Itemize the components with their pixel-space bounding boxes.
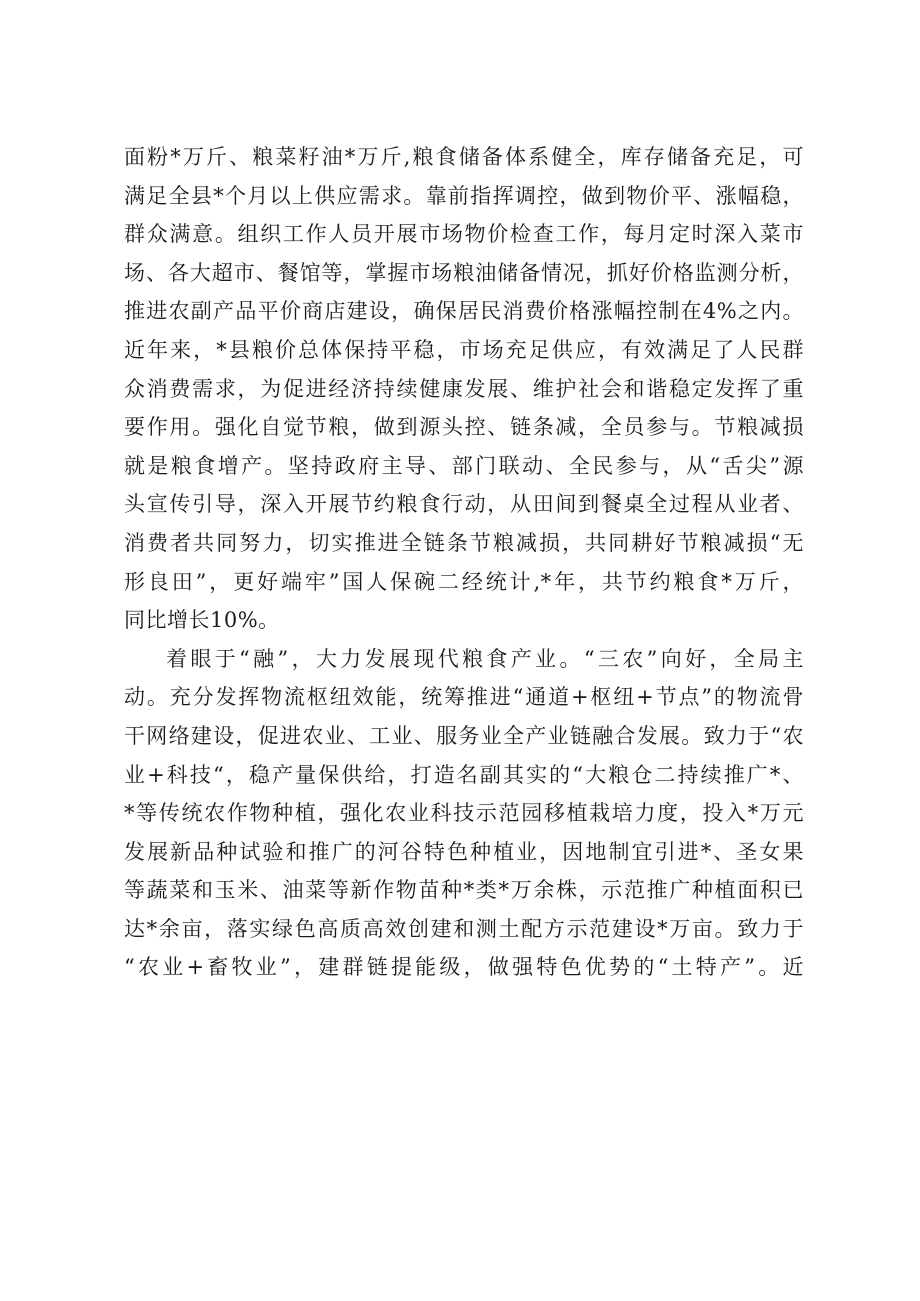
text-line: 业+科技“，稳产量保供给，打造名副其实的“大粮仓二持续推广*、 [124,762,804,787]
text-line: 要作用。强化自觉节粮，做到源头控、链条减，全员参与。节粮减损 [124,415,804,440]
text-line: 众消费需求，为促进经济持续健康发展、维护社会和谐稳定发挥了重 [124,376,804,401]
text-line: 形良田”，更好端牢”国人保碗二经统计,*年，共节约粮食*万斤， [124,569,804,594]
text-line: 面粉*万斤、粮菜籽油*万斤,粮食储备体系健全，库存储备充足，可 [124,145,804,169]
text-line-paragraph-start: 着眼于“融”，大力发展现代粮食产业。“三农”向好，全局主 [166,646,804,671]
text-line: *等传统农作物种植，强化农业科技示范园移植栽培力度，投入*万元 [124,801,804,826]
text-line: 动。充分发挥物流枢纽效能，统筹推进“通道+枢纽+节点”的物流骨 [124,685,804,710]
text-line: 推进农副产品平价商店建设，确保居民消费价格涨幅控制在4%之内。 [124,299,804,324]
text-line: 消费者共同努力，切实推进全链条节粮减损，共同耕好节粮减损“无 [124,530,804,555]
text-line: 干网络建设，促进农业、工业、服务业全产业链融合发展。致力于“农 [124,723,804,748]
text-line: 头宣传引导，深入开展节约粮食行动，从田间到餐桌全过程从业者、 [124,492,804,517]
text-line: 等蔬菜和玉米、油菜等新作物苗种*类*万余株，示范推广种植面积已 [124,878,804,903]
text-line: 发展新品种试验和推广的河谷特色种植业，因地制宜引进*、圣女果 [124,839,804,864]
text-line: 满足全县*个月以上供应需求。靠前指挥调控，做到物价平、涨幅稳， [124,183,804,208]
document-body [124,138,804,987]
text-line-paragraph-end: 同比增长10%。 [124,608,280,633]
text-line: “农业+畜牧业”，建群链提能级，做强特色优势的“土特产”。近 [124,955,804,980]
text-line: 就是粮食增产。坚持政府主导、部门联动、全民参与，从“舌尖”源 [124,453,804,478]
text-line: 群众满意。组织工作人员开展市场物价检查工作，每月定时深入菜市 [124,222,804,247]
text-line: 近年来，*县粮价总体保持平稳，市场充足供应，有效满足了人民群 [124,337,804,362]
text-line: 场、各大超市、餐馆等，掌握市场粮油储备情况，抓好价格监测分析， [124,260,804,285]
text-line: 达*余亩，落实绿色高质高效创建和测土配方示范建设*万亩。致力于 [124,916,804,941]
